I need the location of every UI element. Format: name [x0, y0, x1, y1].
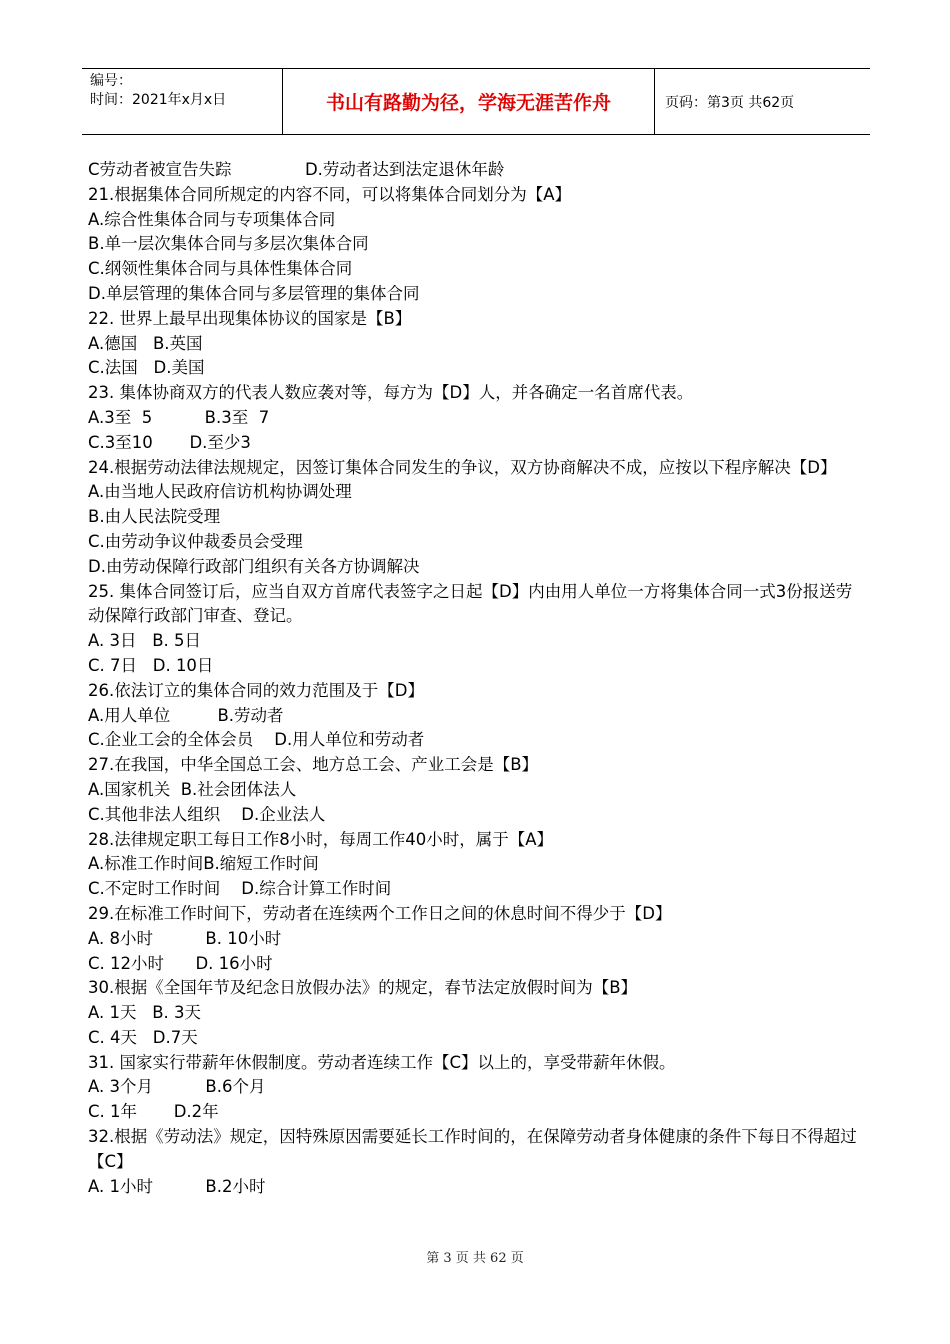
option-line: C.由劳动争议仲裁委员会受理: [88, 531, 303, 551]
document-body: [88, 158, 868, 1199]
option-line: C. 7日 D. 10日: [88, 655, 214, 675]
page-footer: 第 3 页 共 62 页: [426, 1251, 524, 1266]
option-line: A. 3个月 B.6个月: [88, 1077, 266, 1097]
option-line: D.由劳动保障行政部门组织有关各方协调解决: [88, 556, 420, 576]
header-page-info: 页码：第3页 共62页: [665, 94, 795, 111]
option-line: A.3至 5 B.3至 7: [88, 407, 270, 427]
option-line: B.由人民法院受理: [88, 507, 221, 527]
question-line: 27.在我国，中华全国总工会、地方总工会、产业工会是【B】: [88, 755, 539, 775]
option-line: A. 8小时 B. 10小时: [88, 928, 282, 948]
header-meta: [82, 69, 282, 134]
page-header: [82, 68, 870, 135]
option-line: A.由当地人民政府信访机构协调处理: [88, 482, 352, 502]
question-line: 25. 集体合同签订后，应当自双方首席代表签字之日起【D】内由用人单位一方将集体合同一式3份报送劳动保障行政部门审查、登记。: [88, 581, 853, 626]
option-line: C.法国 D.美国: [88, 358, 205, 378]
option-line: A. 1小时 B.2小时: [88, 1176, 266, 1196]
doc-number-label: 编号：: [90, 73, 132, 89]
question-line: 22. 世界上最早出现集体协议的国家是【B】: [88, 308, 412, 328]
option-line: A.标准工作时间B.缩短工作时间: [88, 854, 319, 874]
doc-time-label: 时间：2021年x月x日: [90, 92, 227, 108]
option-line: C.企业工会的全体会员 D.用人单位和劳动者: [88, 730, 425, 750]
question-line: 24.根据劳动法律法规规定，因签订集体合同发生的争议，双方协商解决不成，应按以下程序解决【D】: [88, 457, 837, 477]
question-line: 28.法律规定职工每日工作8小时，每周工作40小时，属于【A】: [88, 829, 554, 849]
question-line: 26.依法订立的集体合同的效力范围及于【D】: [88, 680, 424, 700]
option-line: A.用人单位 B.劳动者: [88, 705, 284, 725]
question-line: 23. 集体协商双方的代表人数应袭对等，每方为【D】人，并各确定一名首席代表。: [88, 383, 694, 403]
question-line: 30.根据《全国年节及纪念日放假办法》的规定，春节法定放假时间为【B】: [88, 978, 638, 998]
header-motto: 书山有路勤为径，学海无涯苦作舟: [282, 69, 655, 134]
option-line: C.纲领性集体合同与具体性集体合同: [88, 259, 353, 279]
option-line: A. 3日 B. 5日: [88, 631, 202, 651]
option-line: C.其他非法人组织 D.企业法人: [88, 804, 326, 824]
option-line: C.3至10 D.至少3: [88, 432, 251, 452]
question-line: 32.根据《劳动法》规定，因特殊原因需要延长工作时间的，在保障劳动者身体健康的条件下每日不得超过【C】: [88, 1127, 857, 1171]
option-line: A.综合性集体合同与专项集体合同: [88, 209, 336, 229]
question-line: 21.根据集体合同所规定的内容不同，可以将集体合同划分为【A】: [88, 184, 572, 204]
option-line: A.德国 B.英国: [88, 333, 203, 353]
option-line: C. 4天 D.7天: [88, 1027, 198, 1047]
option-line: A. 1天 B. 3天: [88, 1003, 202, 1023]
option-line: C. 12小时 D. 16小时: [88, 953, 273, 973]
option-line: C. 1年 D.2年: [88, 1102, 219, 1122]
option-line: C.不定时工作时间 D.综合计算工作时间: [88, 879, 392, 899]
option-line: A.国家机关 B.社会团体法人: [88, 779, 297, 799]
text-line: C劳动者被宣告失踪 D.劳动者达到法定退休年龄: [88, 160, 505, 179]
question-line: 29.在标准工作时间下，劳动者在连续两个工作日之间的休息时间不得少于【D】: [88, 903, 672, 923]
question-line: 31. 国家实行带薪年休假制度。劳动者连续工作【C】以上的，享受带薪年休假。: [88, 1052, 676, 1072]
option-line: D.单层管理的集体合同与多层管理的集体合同: [88, 283, 420, 303]
option-line: B.单一层次集体合同与多层次集体合同: [88, 234, 369, 254]
